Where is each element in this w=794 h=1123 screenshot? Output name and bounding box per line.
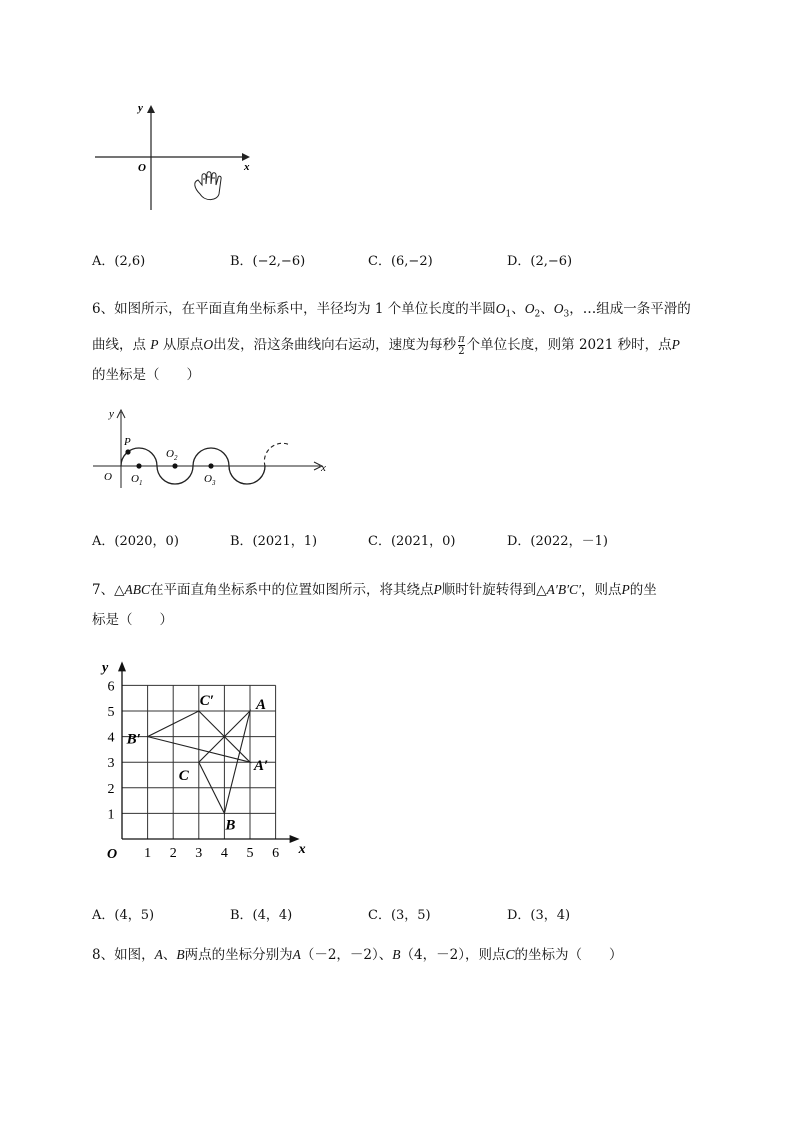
point-label-c-prime: C′ [199, 693, 215, 709]
q5-option-c[interactable]: C．(6,−2) [368, 254, 433, 269]
q6-line-3: 的坐标是（ ） [92, 366, 200, 383]
q6-origin-label: O [104, 471, 112, 483]
q6-option-d[interactable]: D．(2022，－1) [507, 534, 608, 549]
y-tick-label: 5 [107, 705, 115, 720]
q5-origin-label: O [138, 162, 146, 174]
point-label-c: C [178, 768, 189, 785]
x-tick-label: 5 [246, 846, 254, 861]
q6-stem [92, 294, 742, 390]
q5-option-a[interactable]: A．(2,6) [92, 254, 146, 269]
q6-continuation-dashed [229, 443, 290, 484]
x-tick-label: 2 [169, 846, 177, 861]
q5-option-b[interactable]: B．(−2,−6) [230, 254, 306, 269]
q6-line-1: 6、如图所示，在平面直角坐标系中，半径均为 1 个单位长度的半圆$O_1$、$O_2$、$O_3$，…组成一条平滑的 [92, 301, 691, 320]
q5-y-arrow [147, 105, 155, 113]
q7-line-1: 7、△ABC在平面直角坐标系中的位置如图所示，将其绕点P顺时针旋转得到△A′B′C′，则点P的坐 [92, 582, 657, 598]
q5-option-d[interactable]: D．(2,−6) [507, 254, 573, 269]
point-label-a: A [256, 697, 267, 713]
q6-point-o3 [208, 463, 213, 468]
q7-option-d[interactable]: D．(3，4) [507, 908, 571, 923]
q7-grid-figure [90, 652, 320, 867]
y-tick-label: 6 [107, 679, 115, 695]
point-label-b: B [225, 817, 236, 834]
y-tick-label: 3 [107, 756, 115, 772]
q6-y-label: y [109, 408, 114, 420]
origin-label: O [107, 847, 118, 862]
q5-x-label: x [244, 161, 250, 173]
q6-option-a[interactable]: A．(2020，0) [92, 534, 179, 549]
q5-x-arrow [242, 153, 250, 161]
q6-x-label: x [321, 462, 326, 474]
x-axis-label: x [298, 842, 306, 857]
y-tick-label: 4 [107, 730, 115, 746]
point-label-a-prime: A′ [254, 758, 269, 775]
q6-line-2: 曲线，点 P 从原点O出发，沿这条曲线向右运动，速度为每秒 $\frac{\pi}{2}$ 个单位长度，则第 2021 秒时，点P [92, 333, 680, 357]
q7-option-c[interactable]: C．(3，5) [368, 908, 431, 923]
q6-figure [90, 404, 340, 494]
q7-line-2: 标是（ ） [92, 612, 173, 628]
q5-figure [90, 98, 260, 218]
y-tick-label: 1 [107, 807, 115, 823]
y-tick-label: 2 [107, 781, 115, 797]
q6-p-label: P [124, 436, 131, 448]
q6-o2-label: $O_2$ [166, 448, 178, 462]
point-label-b-prime: B′ [126, 731, 141, 748]
x-tick-label: 1 [144, 846, 152, 861]
x-tick-label: 4 [220, 846, 228, 861]
q6-o1-label: $O_1$ [131, 473, 143, 487]
pi-over-2-fraction: $\frac{\pi}{2}$ [458, 333, 465, 357]
q7-stem [92, 575, 742, 635]
x-tick-label: 6 [272, 846, 280, 861]
hand-icon [195, 172, 221, 200]
q6-o3-label: $O_3$ [204, 473, 216, 487]
x-tick-label: 3 [195, 846, 203, 861]
q5-y-label: y [138, 102, 143, 114]
y-axis-arrow [118, 661, 126, 671]
y-axis-label: y [102, 660, 109, 676]
q6-option-c[interactable]: C．(2021，0) [368, 534, 456, 549]
q6-point-o2 [172, 463, 177, 468]
q8-stem: 8、如图，A、B两点的坐标分别为A（－2，－2）、B（4，－2），则点C的坐标为（ ） [92, 947, 623, 963]
q7-option-a[interactable]: A．(4，5) [92, 908, 155, 923]
q6-point-o1 [136, 463, 141, 468]
q6-option-b[interactable]: B．(2021，1) [230, 534, 318, 549]
q6-point-p [125, 449, 130, 454]
q7-option-b[interactable]: B．(4，4) [230, 908, 293, 923]
